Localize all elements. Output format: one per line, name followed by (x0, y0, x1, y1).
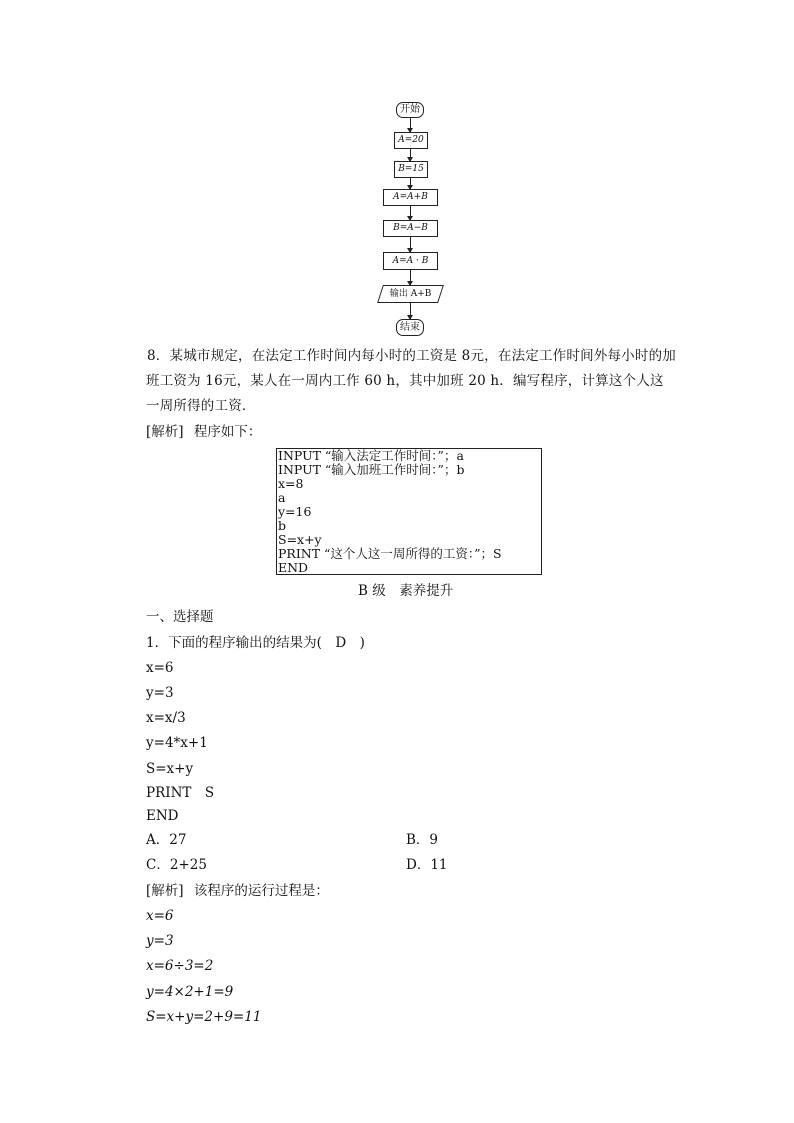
q1-code-line: y=4*x+1 (146, 735, 208, 751)
solution-step: y=3 (146, 933, 174, 949)
code-line: b (278, 518, 287, 533)
flowchart-step-a20-label: A=20 (398, 135, 424, 145)
analysis-text: 程序如下： (193, 424, 262, 440)
q1-code-line: x=x/3 (146, 710, 186, 726)
flowchart-step-a-times-b (383, 252, 438, 270)
flowchart-step-b15 (394, 161, 428, 178)
question-1-analysis (146, 881, 329, 901)
part-title: 一、选择题 (146, 609, 214, 625)
solution-step: x=6÷3=2 (146, 958, 214, 974)
option-c: C．2+25 (146, 857, 207, 873)
solution-step: S=x+y=2+9=11 (146, 1009, 262, 1025)
option-b: B．9 (406, 832, 439, 848)
flowchart-step-a-plus-b-label: A=A+B (393, 192, 428, 202)
option-a: A．27 (146, 832, 187, 848)
q1-code-line: S=x+y (146, 761, 194, 777)
flowchart-step-b15-label: B=15 (398, 164, 424, 174)
flowchart-step-b-minus-label: B=A−B (393, 223, 428, 233)
flowchart-arrow (410, 178, 411, 189)
code-line: INPUT “输入加班工作时间：”；b (278, 462, 465, 477)
code-line: y=16 (278, 504, 312, 519)
analysis-label: [解析] (146, 883, 184, 899)
code-line: INPUT “输入法定工作时间：”；a (278, 448, 464, 463)
solution-step: y=4×2+1=9 (146, 984, 234, 1000)
solution-step: x=6 (146, 908, 174, 924)
q1-code-line: END (146, 808, 179, 824)
flowchart-step-a-plus-b (383, 189, 438, 206)
option-d: D．11 (406, 857, 448, 873)
q1-code-line: x=6 (146, 660, 174, 676)
flowchart-arrow (410, 237, 411, 252)
code-line: x=8 (278, 476, 304, 491)
analysis-label: [解析] (146, 424, 184, 440)
program-code-box (276, 448, 542, 575)
question-8-analysis (146, 422, 261, 442)
flowchart-end: 结束 (396, 319, 424, 336)
code-line: PRINT “这个人这一周所得的工资：”；S (278, 546, 502, 561)
flowchart-arrow (410, 303, 411, 319)
code-line: S=x+y (278, 532, 322, 547)
flowchart-arrow (410, 149, 411, 161)
flowchart-arrow (410, 118, 411, 132)
q1-code-line: y=3 (146, 685, 174, 701)
flowchart-output-label: 输出 A+B (389, 288, 432, 299)
q1-code-line: PRINT S (146, 785, 215, 801)
section-title: B 级 素养提升 (358, 583, 454, 599)
question-8-text: 8．某城市规定，在法定工作时间内每小时的工资是 8元，在法定工作时间外每小时的加班工资为 16元，某人在一周内工作 60 h，其中加班 20 h．编写程序，计算这个人这一周所得的工资． (146, 348, 676, 414)
flowchart-arrow (410, 270, 411, 285)
flowchart-step-b-minus (383, 220, 438, 237)
code-line: a (278, 490, 286, 505)
analysis-text: 该程序的运行过程是： (193, 883, 329, 899)
flowchart-arrow (410, 206, 411, 220)
code-line: END (278, 560, 309, 575)
flowchart-step-a-times-b-label: A=A · B (392, 255, 429, 266)
flowchart-step-a20 (394, 132, 428, 149)
question-1-stem: 1．下面的程序输出的结果为( D ) (146, 635, 365, 651)
flowchart-output (377, 285, 444, 303)
flowchart-start: 开始 (396, 102, 424, 118)
